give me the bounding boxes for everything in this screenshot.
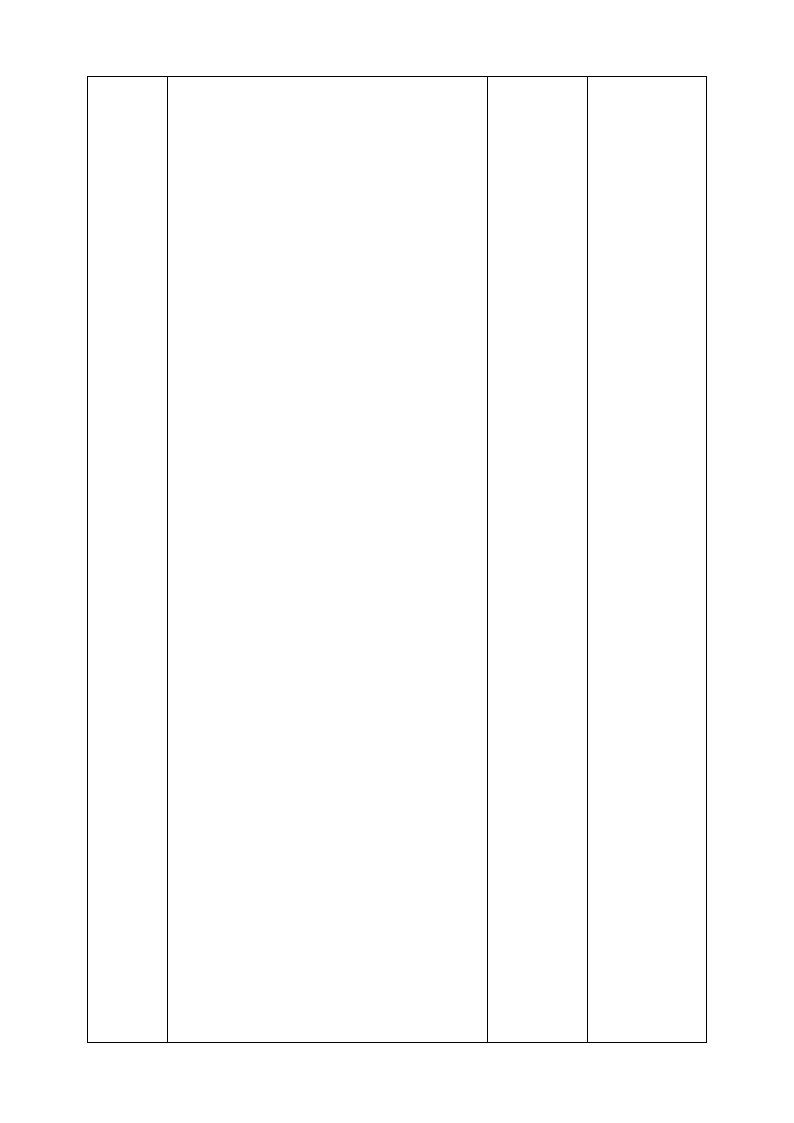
column-divider-2 xyxy=(487,77,488,1042)
lesson-plan-table xyxy=(87,76,707,1043)
column-divider-3 xyxy=(587,77,588,1042)
column-divider-1 xyxy=(167,77,168,1042)
